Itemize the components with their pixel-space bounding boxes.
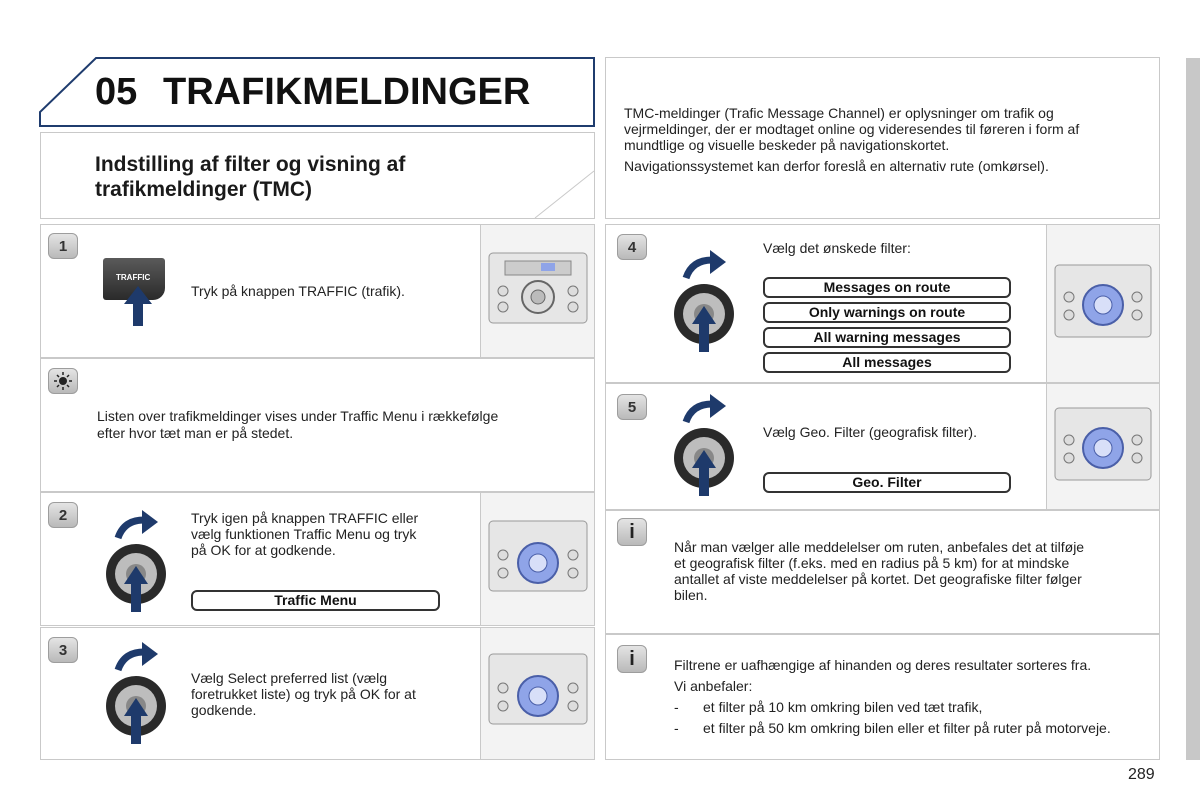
- filter-option-all-messages[interactable]: All messages: [763, 352, 1011, 373]
- info-icon: i: [617, 518, 647, 546]
- info2-box: [605, 634, 1160, 760]
- step1-badge: 1: [48, 233, 78, 259]
- intro-line1: TMC-meldinger (Trafic Message Channel) er oplysninger om trafik og: [624, 105, 1054, 121]
- info2-line2: Vi anbefaler:: [674, 678, 753, 694]
- step5-console-thumbnail: [1046, 384, 1159, 509]
- info1-line4: bilen.: [674, 587, 708, 603]
- section-title-line1: Indstilling af filter og visning af: [95, 153, 406, 176]
- step3-console-thumbnail: [480, 628, 594, 759]
- filter-option-all-warning-messages[interactable]: All warning messages: [763, 327, 1011, 348]
- step3-dial-icon: [100, 640, 170, 746]
- traffic-menu-button[interactable]: Traffic Menu: [191, 590, 440, 611]
- info1-line3: antallet af viste meddelelser på kortet. Det geografiske filter følger: [674, 571, 1082, 587]
- step3-line1: Vælg Select preferred list (vælg: [191, 670, 388, 686]
- step3-line3: godkende.: [191, 702, 257, 718]
- info1-line2: et geografisk filter (f.eks. med en radius på 5 km) for at mindske: [674, 555, 1070, 571]
- info1-line1: Når man vælger alle meddelelser om ruten, anbefales det at tilføje: [674, 539, 1085, 555]
- step1-console-thumbnail: [480, 225, 594, 357]
- step2-badge: 2: [48, 502, 78, 528]
- info2-bullet1-marker: -: [674, 699, 679, 715]
- press-arrow-icon: [122, 284, 154, 328]
- step4-console-thumbnail: [1046, 225, 1159, 382]
- tip-line1: Listen over trafikmeldinger vises under Traffic Menu i rækkefølge: [97, 408, 499, 424]
- info-icon: i: [617, 645, 647, 673]
- step2-console-thumbnail: [480, 493, 594, 625]
- traffic-button-label: TRAFFIC: [116, 273, 151, 282]
- step2-dial-icon: [100, 508, 170, 614]
- info2-line1: Filtrene er uafhængige af hinanden og deres resultater sorteres fra.: [674, 657, 1092, 673]
- step5-dial-icon: [668, 392, 738, 498]
- step3-line2: foretrukket liste) og tryk på OK for at: [191, 686, 416, 702]
- filter-option-only-warnings-on-route[interactable]: Only warnings on route: [763, 302, 1011, 323]
- step5-badge: 5: [617, 394, 647, 420]
- step2-line2: vælg funktionen Traffic Menu og tryk: [191, 526, 417, 542]
- chapter-side-tab: [1186, 58, 1200, 760]
- filter-option-messages-on-route[interactable]: Messages on route: [763, 277, 1011, 298]
- section-title-line2: trafikmeldinger (TMC): [95, 178, 313, 201]
- step3-badge: 3: [48, 637, 78, 663]
- info2-bullet2: et filter på 50 km omkring bilen eller et filter på ruter på motorveje.: [703, 720, 1111, 736]
- intro-line3: mundtlige og visuelle beskeder på navigationskortet.: [624, 137, 950, 153]
- chapter-title: TRAFIKMELDINGER: [163, 71, 531, 113]
- chapter-number: 05: [95, 71, 138, 113]
- geo-filter-button[interactable]: Geo. Filter: [763, 472, 1011, 493]
- step4-dial-icon: [668, 248, 738, 354]
- step2-line3: på OK for at godkende.: [191, 542, 336, 558]
- corner-fold: [533, 170, 595, 219]
- info2-bullet1: et filter på 10 km omkring bilen ved tæt trafik,: [703, 699, 983, 715]
- step4-badge: 4: [617, 234, 647, 260]
- lightbulb-icon: [48, 368, 78, 394]
- page-number: 289: [1128, 766, 1155, 783]
- step1-text: Tryk på knappen TRAFFIC (trafik).: [191, 283, 405, 299]
- step2-line1: Tryk igen på knappen TRAFFIC eller: [191, 510, 419, 526]
- step5-text: Vælg Geo. Filter (geografisk filter).: [763, 424, 977, 440]
- intro-line2: vejrmeldinger, der er modtaget online og videresendes til føreren i form af: [624, 121, 1080, 137]
- tip-line2: efter hvor tæt man er på stedet.: [97, 425, 294, 441]
- info2-bullet2-marker: -: [674, 720, 679, 736]
- step4-text: Vælg det ønskede filter:: [763, 240, 911, 256]
- intro-line4: Navigationssystemet kan derfor foreslå en alternativ rute (omkørsel).: [624, 158, 1049, 174]
